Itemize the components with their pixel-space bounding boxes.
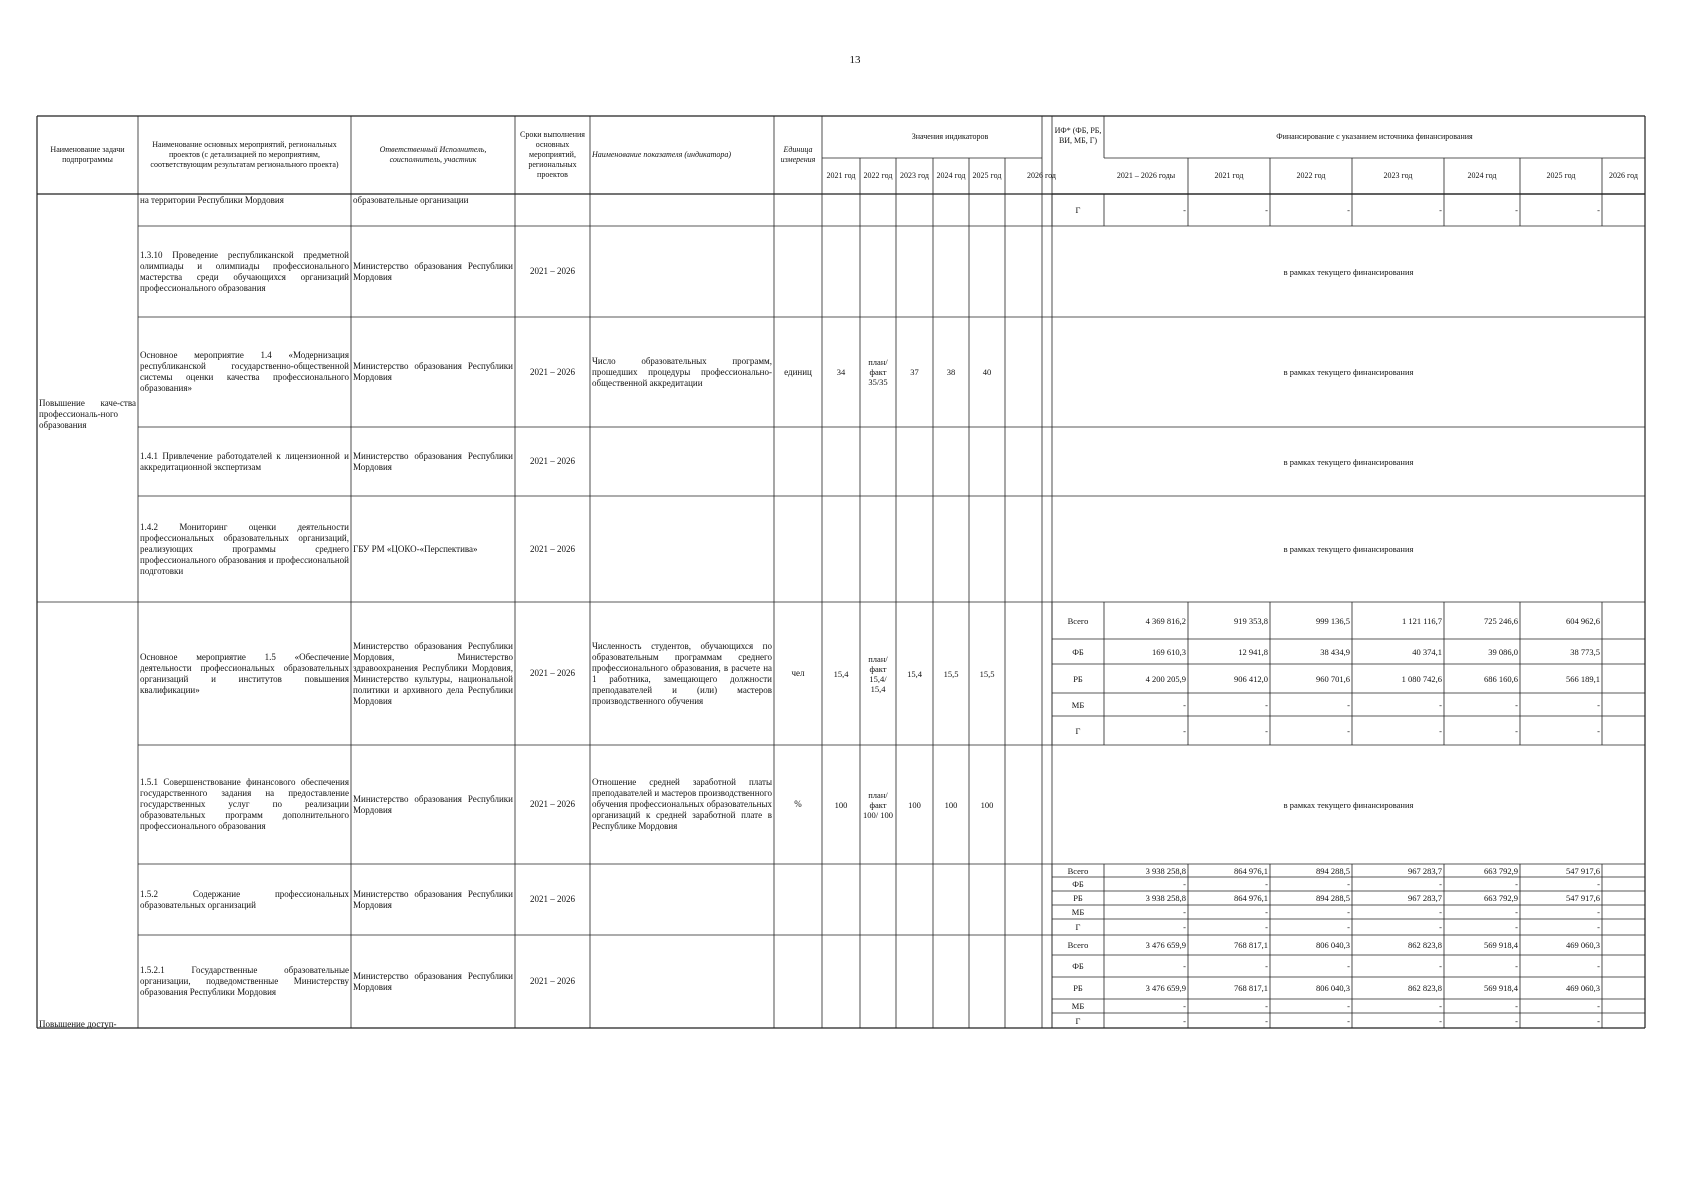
- fin-value: 686 160,6: [1484, 673, 1518, 684]
- executor-cell: образовательные организации: [353, 195, 469, 205]
- fin-value: 566 189,1: [1566, 673, 1600, 684]
- header-fin-col: 2021 год: [1214, 171, 1244, 180]
- indicator-value: 100: [980, 799, 994, 810]
- indicator-value: 15,4: [833, 668, 849, 679]
- fin-value: -: [1183, 725, 1186, 736]
- fin-value: 864 976,1: [1234, 865, 1268, 876]
- fin-source: Г: [1075, 725, 1081, 736]
- fin-value: 862 823,8: [1408, 983, 1442, 993]
- fin-value: -: [1183, 879, 1186, 889]
- fin-source: Г: [1075, 922, 1081, 932]
- indicator-value: 34: [836, 367, 846, 377]
- fin-value: -: [1515, 907, 1518, 917]
- fin-value: 663 792,9: [1484, 865, 1518, 876]
- fin-value: 12 941,8: [1238, 646, 1268, 657]
- fin-source: Г: [1075, 205, 1081, 215]
- fin-value: 38 434,9: [1320, 646, 1350, 657]
- fin-value: 4 369 816,2: [1145, 615, 1186, 626]
- fin-value: 569 918,4: [1484, 940, 1518, 950]
- fin-source: Всего: [1067, 865, 1089, 876]
- indicator-value: план/ факт 35/35: [868, 357, 888, 387]
- fin-source: ФБ: [1072, 961, 1084, 971]
- executor-cell: ГБУ РМ «ЦОКО-«Перспектива»: [353, 543, 478, 554]
- fin-value: -: [1347, 961, 1350, 971]
- executor-cell: Министерство образования Республики Мордовия: [353, 260, 513, 282]
- fin-value: 1 121 116,7: [1401, 615, 1442, 626]
- task-group-label: Повышение каче-ства профессиональ-ного образования: [39, 397, 136, 430]
- fin-value: -: [1597, 961, 1600, 971]
- fin-value: -: [1347, 1015, 1350, 1026]
- indicator-value: 40: [982, 367, 992, 377]
- financing-note: в рамках текущего финансирования: [1283, 456, 1414, 467]
- fin-value: -: [1347, 1001, 1350, 1011]
- fin-source: РБ: [1073, 673, 1083, 684]
- fin-value: -: [1347, 907, 1350, 917]
- fin-value: -: [1183, 205, 1186, 215]
- executor-cell: Министерство образования Республики Мордовия: [353, 361, 513, 382]
- measure-cell: 1.3.10 Проведение республиканской предметной олимпиады и олимпиады профессионального мастерства среди обучающихся организаций профессионального образования: [140, 249, 349, 293]
- fin-value: -: [1265, 961, 1268, 971]
- fin-value: 38 773,5: [1570, 646, 1600, 657]
- indicator-value: 15,5: [943, 668, 959, 679]
- fin-source: Г: [1075, 1015, 1081, 1026]
- indicator-cell: Отношение средней заработной платы преподавателей и мастеров производственного обучения профессиональных образовательных организаций к средней заработной плате в Республике Мордовия: [592, 777, 772, 831]
- financing-note: в рамках текущего финансирования: [1283, 799, 1414, 810]
- fin-value: 806 040,3: [1316, 983, 1350, 993]
- measure-cell: 1.4.2 Мониторинг оценки деятельности профессиональных образовательных организаций, реализующих программы среднего профессионального образования и профессиональной подготовки: [140, 521, 349, 576]
- indicator-value: 100: [908, 799, 921, 810]
- fin-source: МБ: [1071, 1001, 1085, 1011]
- fin-value: -: [1597, 1001, 1600, 1011]
- fin-value: -: [1515, 961, 1518, 971]
- header-fin-col: 2022 год: [1296, 171, 1326, 180]
- indicator-value: 100: [944, 799, 958, 810]
- fin-value: -: [1515, 699, 1518, 710]
- fin-value: 604 962,6: [1566, 615, 1600, 626]
- term-cell: 2021 – 2026: [530, 266, 575, 276]
- fin-value: 547 917,6: [1566, 893, 1600, 903]
- fin-value: -: [1515, 725, 1518, 736]
- fin-value: -: [1183, 907, 1186, 917]
- header-fin-col: 2025 год: [1546, 171, 1576, 180]
- header-terms: Сроки выполнения основных мероприятий, региональных проектов: [520, 130, 585, 179]
- fin-value: 3 938 258,8: [1145, 893, 1186, 903]
- indicator-cell: Численность студентов, обучающихся по образовательным программам среднего профессионального образования, в расчете на 1 работника, замещающего должности преподавателей и (или) мастеров производственного обучения: [592, 640, 772, 706]
- fin-value: -: [1515, 922, 1518, 932]
- fin-value: 1 080 742,6: [1401, 673, 1442, 684]
- fin-value: -: [1439, 961, 1442, 971]
- fin-value: 999 136,5: [1316, 615, 1350, 626]
- measure-cell: Основное мероприятие 1.4 «Модернизация республиканской государственно-общественной системы оценки качества профессионального образования»: [140, 350, 349, 393]
- fin-value: -: [1439, 205, 1442, 215]
- fin-source: МБ: [1071, 907, 1085, 917]
- term-cell: 2021 – 2026: [530, 894, 575, 904]
- fin-value: 469 060,3: [1566, 983, 1600, 993]
- fin-source: МБ: [1071, 699, 1085, 710]
- fin-value: -: [1597, 922, 1600, 932]
- indicator-value: 100: [834, 799, 848, 810]
- indicator-value: 15,5: [979, 668, 995, 679]
- financing-note: в рамках текущего финансирования: [1283, 544, 1414, 554]
- fin-value: -: [1597, 1015, 1600, 1026]
- fin-value: -: [1265, 725, 1268, 736]
- fin-value: -: [1347, 879, 1350, 889]
- indicator-value: 37: [910, 367, 919, 377]
- term-cell: 2021 – 2026: [530, 668, 575, 678]
- executor-cell: Министерство образования Республики Мордовия, Министерство здравоохранения Республики Мордовия, Министерство культуры, национальной политики и архивного дела Республики Мордовия: [353, 640, 513, 706]
- fin-value: -: [1439, 907, 1442, 917]
- fin-value: 3 938 258,8: [1145, 865, 1186, 876]
- header-fin-col: 2026 год: [1609, 171, 1638, 180]
- fin-value: 4 200 205,9: [1145, 673, 1186, 684]
- fin-value: 469 060,3: [1566, 940, 1600, 950]
- header-year: 2022 год: [863, 171, 893, 180]
- unit-cell: чел: [791, 668, 805, 678]
- measure-cell: на территории Республики Мордовия: [140, 195, 284, 205]
- header-year: 2021 год: [826, 171, 856, 180]
- fin-value: 39 086,0: [1488, 646, 1518, 657]
- header-task: Наименование задачи подпрограммы: [50, 145, 125, 164]
- fin-value: 967 283,7: [1408, 865, 1442, 876]
- indicator-value: 15,4: [907, 668, 922, 679]
- header-year: 2026 год: [1027, 171, 1056, 180]
- header-year: 2024 год: [936, 171, 966, 180]
- term-cell: 2021 – 2026: [530, 456, 575, 466]
- fin-value: -: [1347, 725, 1350, 736]
- unit-cell: единиц: [784, 366, 812, 377]
- header-fin-title: Финансирование с указанием источника финансирования: [1276, 132, 1473, 141]
- fin-value: -: [1597, 205, 1600, 215]
- executor-cell: Министерство образования Республики Мордовия: [353, 888, 513, 910]
- fin-value: -: [1183, 699, 1186, 710]
- fin-value: 40 374,1: [1412, 646, 1442, 657]
- indicator-value: план/ факт 15,4/ 15,4: [868, 653, 888, 694]
- fin-value: 862 823,8: [1408, 940, 1442, 950]
- header-fin-col: 2024 год: [1467, 171, 1497, 180]
- fin-value: -: [1183, 922, 1186, 932]
- measure-cell: 1.5.2 Содержание профессиональных образовательных организаций: [140, 888, 349, 910]
- fin-value: -: [1597, 907, 1600, 917]
- fin-value: 894 288,5: [1316, 865, 1350, 876]
- fin-value: -: [1347, 922, 1350, 932]
- header-year: 2023 год: [900, 171, 929, 180]
- fin-value: 569 918,4: [1484, 983, 1518, 993]
- fin-source: РБ: [1073, 893, 1083, 903]
- executor-cell: Министерство образования Республики Мордовия: [353, 793, 513, 815]
- fin-value: -: [1515, 1015, 1518, 1026]
- fin-value: 960 701,6: [1316, 673, 1350, 684]
- fin-source: РБ: [1073, 983, 1083, 993]
- header-source: ИФ* (ФБ, РБ, ВИ, МБ, Г): [1054, 126, 1102, 145]
- fin-value: 663 792,9: [1484, 893, 1518, 903]
- header-fin-col: 2023 год: [1383, 171, 1413, 180]
- fin-value: -: [1265, 907, 1268, 917]
- fin-value: 864 976,1: [1234, 893, 1268, 903]
- header-indicator: Наименование показателя (индикатора): [592, 150, 732, 159]
- fin-value: 768 817,1: [1234, 983, 1268, 993]
- fin-value: -: [1347, 205, 1350, 215]
- fin-value: -: [1265, 205, 1268, 215]
- header-fin-col: 2021 – 2026 годы: [1116, 171, 1176, 180]
- indicator-value: 38: [946, 367, 956, 377]
- fin-value: -: [1439, 922, 1442, 932]
- fin-value: 3 476 659,9: [1145, 983, 1186, 993]
- fin-value: 768 817,1: [1234, 940, 1268, 950]
- header-executor: Ответственный Исполнитель, соисполнитель, участник: [379, 145, 487, 164]
- term-cell: 2021 – 2026: [530, 366, 575, 377]
- header-measure: Наименование основных мероприятий, региональных проектов (с детализацией по мероприятиям, соответствующим результатам регионального проекта): [150, 140, 339, 169]
- financing-note: в рамках текущего финансирования: [1283, 266, 1414, 277]
- fin-source: ФБ: [1072, 646, 1084, 657]
- fin-value: -: [1439, 699, 1442, 710]
- term-cell: 2021 – 2026: [530, 543, 575, 554]
- fin-value: -: [1265, 922, 1268, 932]
- fin-value: -: [1265, 1001, 1268, 1011]
- measure-cell: 1.4.1 Привлечение работодателей к лицензионной и аккредитационной экспертизам: [140, 450, 349, 472]
- term-cell: 2021 – 2026: [530, 799, 575, 809]
- fin-value: -: [1597, 725, 1600, 736]
- fin-source: Всего: [1067, 940, 1089, 950]
- fin-value: -: [1597, 699, 1600, 710]
- fin-value: 967 283,7: [1408, 893, 1442, 903]
- fin-source: ФБ: [1072, 879, 1084, 889]
- fin-value: -: [1515, 879, 1518, 889]
- fin-value: 3 476 659,9: [1145, 940, 1186, 950]
- fin-value: -: [1265, 1015, 1268, 1026]
- term-cell: 2021 – 2026: [530, 976, 575, 986]
- fin-value: 906 412,0: [1234, 673, 1268, 684]
- indicator-cell: Число образовательных программ, прошедших процедуры профессионально-общественной аккредитации: [592, 355, 772, 388]
- measure-cell: 1.5.2.1 Государственные образовательные организации, подведомственные Министерству образования Республики Мордовия: [140, 965, 349, 997]
- fin-value: -: [1439, 1001, 1442, 1011]
- fin-value: -: [1265, 699, 1268, 710]
- fin-value: 919 353,8: [1234, 615, 1268, 626]
- fin-value: -: [1439, 725, 1442, 736]
- fin-value: -: [1515, 205, 1518, 215]
- fin-value: 725 246,6: [1484, 615, 1518, 626]
- measure-cell: 1.5.1 Совершенствование финансового обеспечения государственного задания на предоставление государственных услуг по реализации образовательных программ дополнительного профессионального образования: [140, 777, 349, 831]
- fin-value: -: [1347, 699, 1350, 710]
- indicator-value: план/ факт 100/ 100: [863, 789, 893, 820]
- page-number: 13: [849, 54, 861, 66]
- fin-source: Всего: [1067, 615, 1089, 626]
- fin-value: 806 040,3: [1316, 940, 1350, 950]
- measure-cell: Основное мероприятие 1.5 «Обеспечение деятельности профессиональных образовательных организаций и институтов повышения квалификации»: [140, 651, 349, 695]
- executor-cell: Министерство образования Республики Мордовия: [353, 970, 513, 992]
- fin-value: 894 288,5: [1316, 893, 1350, 903]
- fin-value: 169 610,3: [1152, 646, 1186, 657]
- fin-value: 547 917,6: [1566, 865, 1600, 876]
- header-values-title: Значения индикаторов: [911, 132, 989, 141]
- fin-value: -: [1183, 961, 1186, 971]
- fin-value: -: [1183, 1001, 1186, 1011]
- executor-cell: Министерство образования Республики Мордовия: [353, 450, 513, 472]
- fin-value: -: [1265, 879, 1268, 889]
- fin-value: -: [1515, 1001, 1518, 1011]
- header-year: 2025 год: [972, 171, 1002, 180]
- fin-value: -: [1597, 879, 1600, 889]
- unit-cell: %: [794, 799, 802, 809]
- fin-value: -: [1439, 879, 1442, 889]
- task-group-label: Повышение доступ-: [39, 1019, 117, 1029]
- financing-note: в рамках текущего финансирования: [1283, 367, 1414, 377]
- fin-value: -: [1183, 1015, 1186, 1026]
- fin-value: -: [1439, 1015, 1442, 1026]
- header-unit: Единица измерения: [780, 145, 816, 164]
